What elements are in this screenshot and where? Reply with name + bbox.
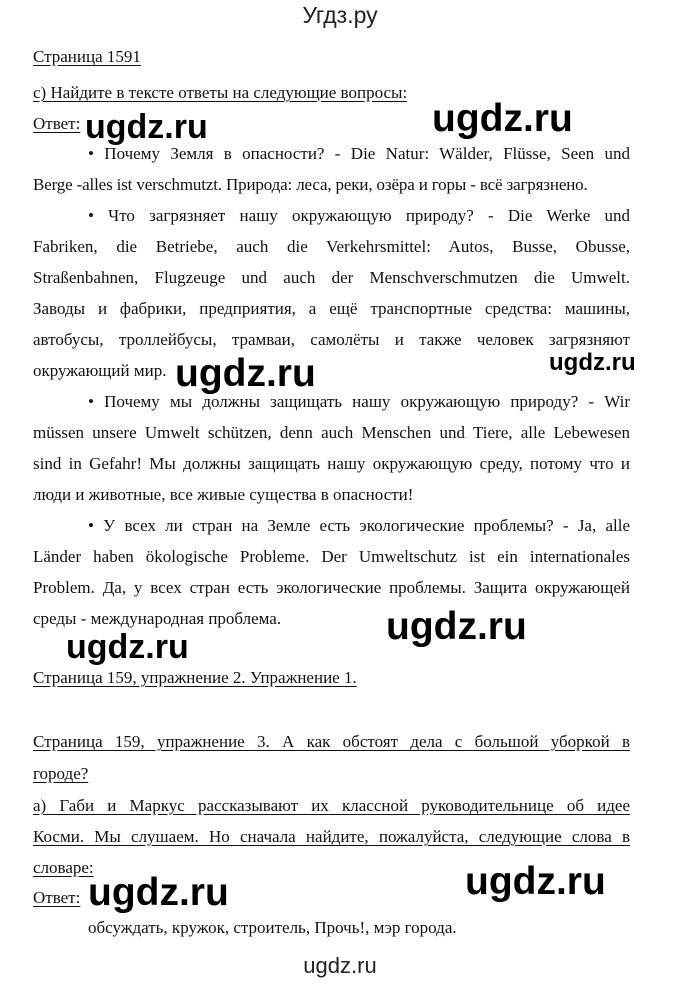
section-heading: Страница 159, упражнение 2. Упражнение 1. (33, 668, 357, 687)
text-line: люди и животные, все живые существа в опасности! (33, 485, 414, 504)
watermark-logo: ugdz.ru (85, 108, 208, 146)
text-line: среды - международная проблема. (33, 609, 282, 628)
text-line: окружающий мир. (33, 361, 167, 380)
text-line: Problem. Да, у всех стран есть экологические проблемы. Защита окружающей (33, 578, 630, 597)
watermark-logo: ugdz.ru (549, 349, 636, 376)
answer-label: Ответ: (33, 888, 81, 907)
text-line: Berge -alles ist verschmutzt. Природа: леса, реки, озёра и горы - всё загрязнено. (33, 175, 588, 194)
text-line: • Почему Земля в опасности? - Die Natur: Wälder, Flüsse, Seen und (88, 144, 630, 163)
footer-site-name: ugdz.ru (303, 953, 377, 978)
text-line: sind in Gefahr! Мы должны защищать нашу окружающую среду, потому что и (33, 454, 630, 473)
answer-label: Ответ: (33, 114, 81, 133)
text-line: Заводы и фабрики, предприятия, а ещё транспортные средства: машины, (33, 299, 630, 318)
watermark-logo: ugdz.ru (66, 628, 189, 666)
text-line: Fabriken, die Betriebe, auch die Verkehrsmittel: Autos, Busse, Obusse, (33, 237, 630, 256)
watermark-logo: ugdz.ru (386, 605, 527, 648)
site-title: Угдз.ру (302, 2, 378, 28)
text-line: Straßenbahnen, Flugzeuge und auch der Menschverschmutzen die Umwelt. (33, 268, 630, 287)
page-heading: Страница 1591 (33, 47, 141, 66)
text-line: • Почему мы должны защищать нашу окружающую природу? - Wir (88, 392, 630, 411)
task-a: а) Габи и Маркус рассказывают их классной руководительнице об идее (33, 796, 630, 815)
task-a: словаре: (33, 858, 94, 877)
watermark-logo: ugdz.ru (175, 352, 316, 395)
section-heading: городе? (33, 764, 89, 783)
task-c: c) Найдите в тексте ответы на следующие вопросы: (33, 83, 408, 102)
text-line: • У всех ли стран на Земле есть экологические проблемы? - Ja, alle (88, 516, 630, 535)
watermark-logo: ugdz.ru (88, 871, 229, 914)
text-line: Länder haben ökologische Probleme. Der Umweltschutz ist ein internationales (33, 547, 630, 566)
text-line: müssen unsere Umwelt schützen, denn auch Menschen und Tiere, alle Lebewesen (33, 423, 630, 442)
watermark-logo: ugdz.ru (432, 97, 573, 140)
section-heading: Страница 159, упражнение 3. А как обстоят дела с большой уборкой в (33, 732, 630, 751)
text-line: • Что загрязняет нашу окружающую природу? - Die Werke und (88, 206, 630, 225)
task-a: Косми. Мы слушаем. Но сначала найдите, пожалуйста, следующие слова в (33, 827, 630, 846)
answer-text: обсуждать, кружок, строитель, Прочь!, мэр города. (88, 918, 457, 937)
watermark-logo: ugdz.ru (465, 860, 606, 903)
text-line: автобусы, троллейбусы, трамваи, самолёты и также человек загрязняют (33, 330, 630, 349)
